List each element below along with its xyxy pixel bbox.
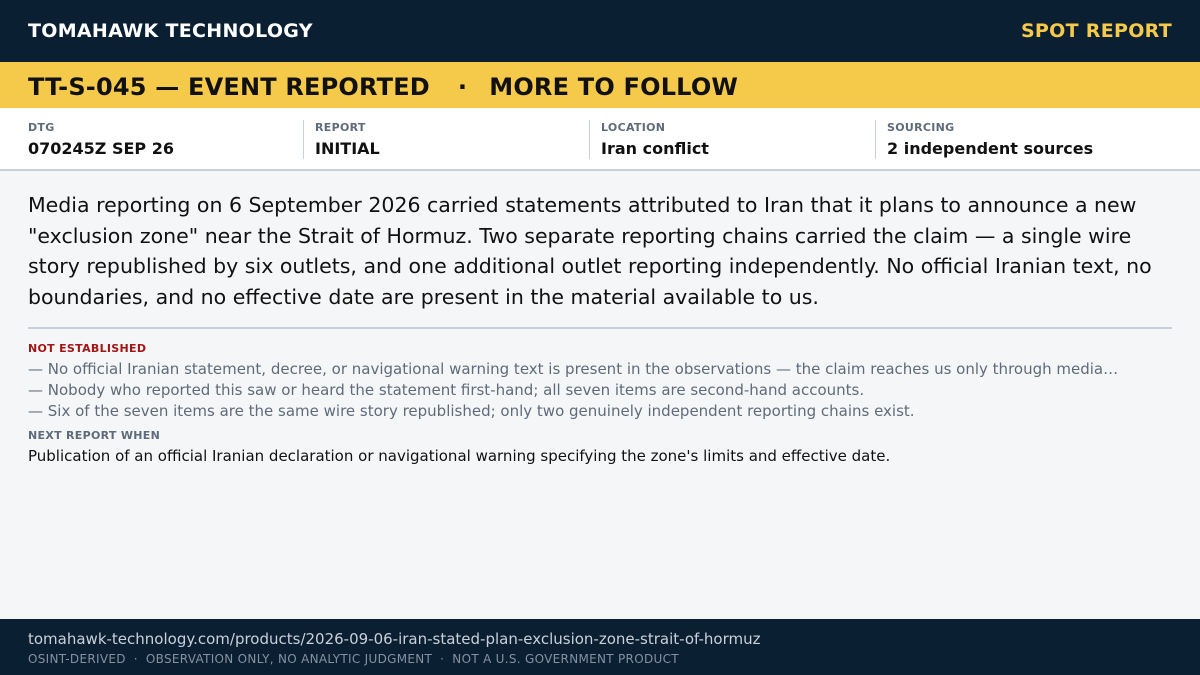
footer-separator: ·	[440, 652, 445, 666]
footer-tag: OSINT-DERIVED	[28, 652, 126, 666]
footer-tags	[28, 652, 679, 666]
meta-report	[303, 120, 380, 159]
report-status: MORE TO FOLLOW	[489, 73, 739, 101]
footer	[0, 619, 1200, 675]
footer-tag: NOT A U.S. GOVERNMENT PRODUCT	[452, 652, 679, 666]
list-item: — Nobody who reported this saw or heard the statement first-hand; all seven items are second-hand accounts.	[28, 381, 865, 399]
banner-separator: ·	[457, 73, 468, 101]
top-bar	[0, 0, 1200, 62]
metadata-strip	[0, 108, 1200, 171]
meta-value: 070245Z SEP 26	[28, 139, 174, 158]
not-established-list	[28, 359, 1178, 422]
banner-text	[28, 73, 738, 101]
meta-value: Iran conflict	[601, 139, 709, 158]
next-report-heading: NEXT REPORT WHEN	[28, 429, 161, 442]
summary-paragraph: Media reporting on 6 September 2026 carried statements attributed to Iran that it plans to announce a new "exclusion zone" near the Strait of Hormuz. Two separate reporting chains carried the claim — a single wire story republished by six outlets, and one additional outlet reporting independently. No official Iranian text, no boundaries, and no effective date are present in the material available to us.	[28, 193, 1152, 309]
brand-name: TOMAHAWK TECHNOLOGY	[28, 20, 313, 42]
footer-url: tomahawk-technology.com/products/2026-09-06-iran-stated-plan-exclusion-zone-strait-of-hormuz	[28, 630, 761, 648]
status-banner	[0, 62, 1200, 108]
report-title: TT-S-045 — EVENT REPORTED	[28, 73, 430, 101]
meta-label: SOURCING	[887, 121, 955, 134]
meta-label: REPORT	[315, 121, 366, 134]
meta-label: LOCATION	[601, 121, 666, 134]
section-divider	[28, 327, 1172, 329]
meta-dtg	[28, 120, 174, 159]
footer-separator: ·	[133, 652, 138, 666]
meta-label: DTG	[28, 121, 55, 134]
list-item: — No official Iranian statement, decree, or navigational warning text is present in the observations — the claim reaches us only through media…	[28, 360, 1119, 378]
not-established-heading: NOT ESTABLISHED	[28, 342, 147, 355]
report-type: SPOT REPORT	[1020, 20, 1172, 42]
meta-location	[589, 120, 709, 159]
list-item: — Six of the seven items are the same wire story republished; only two genuinely independent reporting chains exist.	[28, 402, 915, 420]
next-report-text: Publication of an official Iranian declaration or navigational warning specifying the zone's limits and effective date.	[28, 447, 891, 465]
footer-tag: OBSERVATION ONLY, NO ANALYTIC JUDGMENT	[145, 652, 433, 666]
meta-value: 2 independent sources	[887, 139, 1094, 158]
meta-value: INITIAL	[315, 139, 380, 158]
meta-sourcing	[875, 120, 1093, 159]
